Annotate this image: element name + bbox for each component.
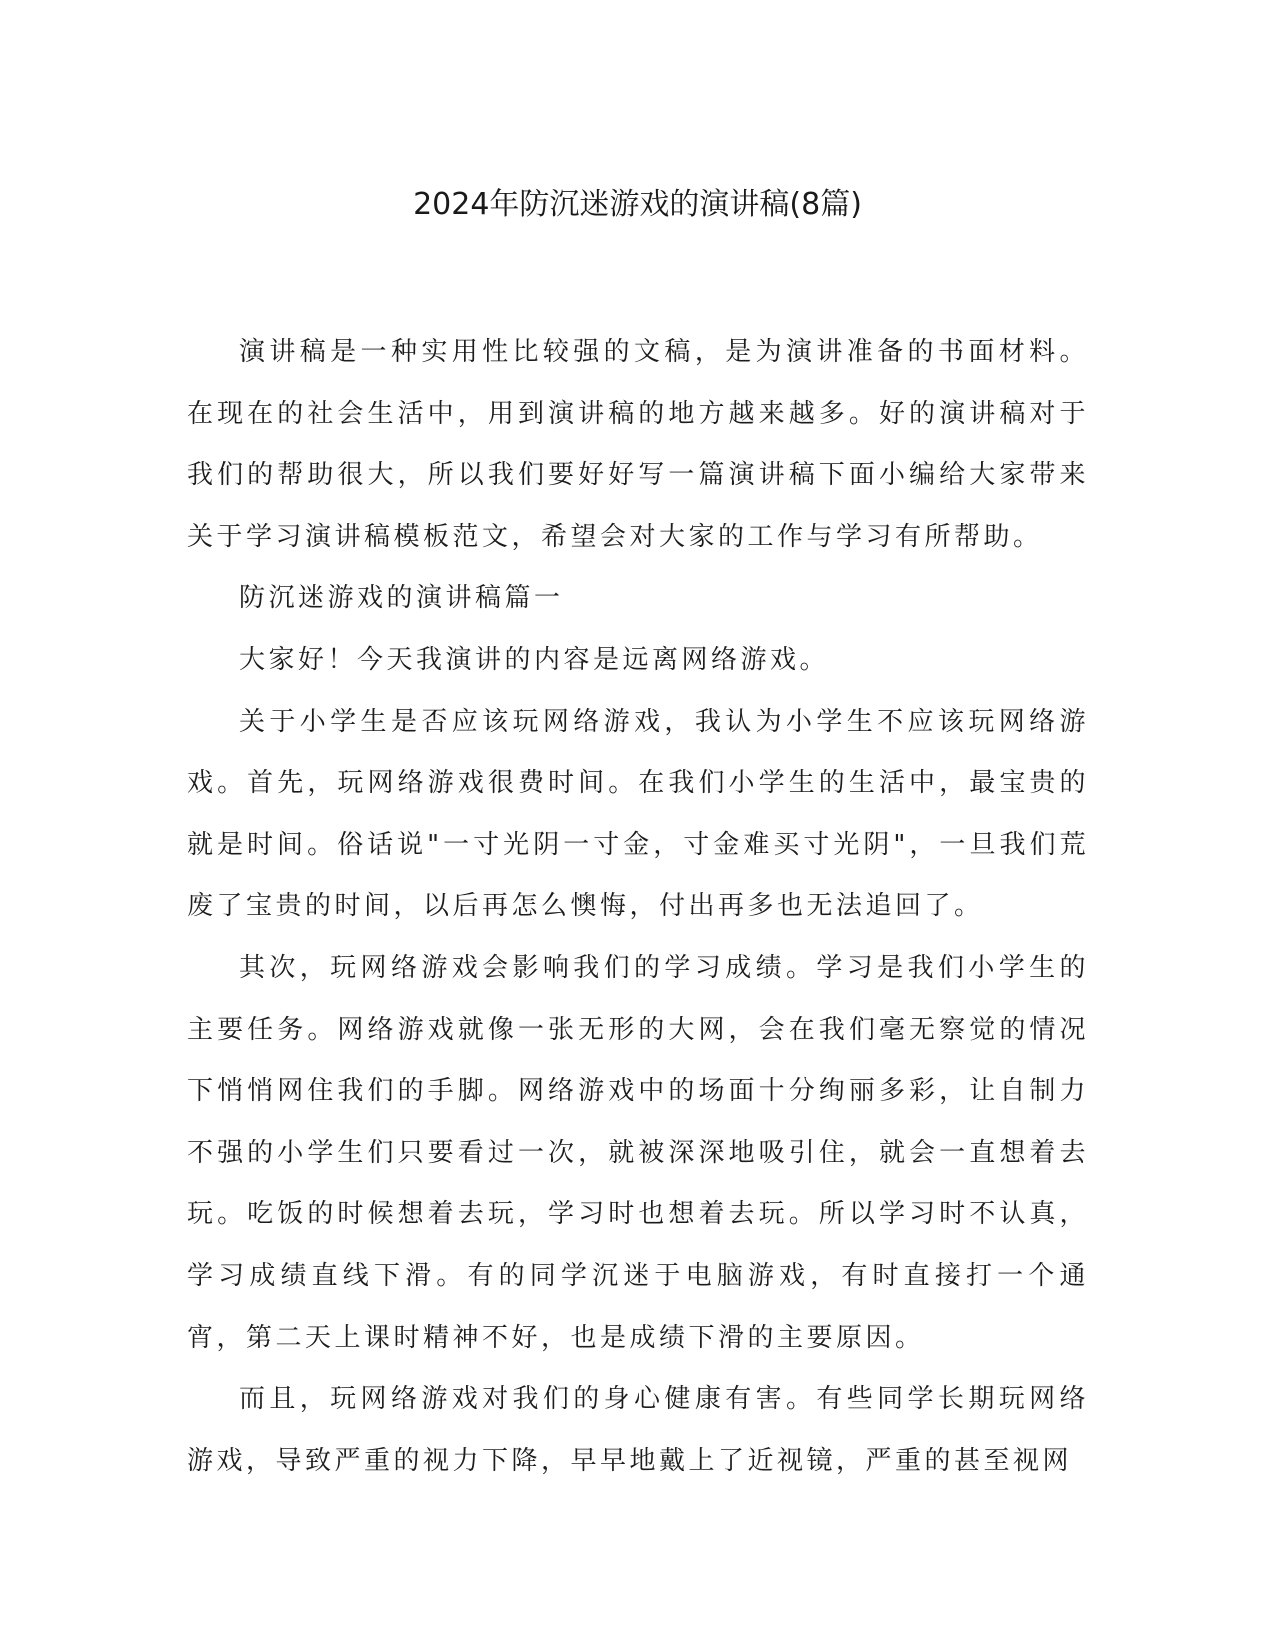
paragraph-intro: 演讲稿是一种实用性比较强的文稿，是为演讲准备的书面材料。在现在的社会生活中，用到演讲稿的地方越来越多。好的演讲稿对于我们的帮助很大，所以我们要好好写一篇演讲稿下面小编给大家带来关于学习演讲稿模板范文，希望会对大家的工作与学习有所帮助。 [187, 337, 1089, 552]
paragraph-second-point: 其次，玩网络游戏会影响我们的学习成绩。学习是我们小学生的主要任务。网络游戏就像一张无形的大网，会在我们毫无察觉的情况下悄悄网住我们的手脚。网络游戏中的场面十分绚丽多彩，让自制力不强的小学生们只要看过一次，就被深深地吸引住，就会一直想着去玩。吃饭的时候想着去玩，学习时也想着去玩。所以学习时不认真，学习成绩直线下滑。有的同学沉迷于电脑游戏，有时直接打一个通宵，第二天上课时精神不好，也是成绩下滑的主要原因。 [187, 952, 1089, 1353]
document-title: 2024年防沉迷游戏的演讲稿(8篇) [413, 187, 862, 222]
section-heading: 防沉迷游戏的演讲稿篇一 [239, 583, 564, 614]
paragraph-third-point: 而且，玩网络游戏对我们的身心健康有害。有些同学长期玩网络游戏，导致严重的视力下降，早早地戴上了近视镜，严重的甚至视网 [187, 1384, 1089, 1476]
document-body [187, 322, 1089, 1492]
paragraph-greeting: 大家好！今天我演讲的内容是远离网络游戏。 [239, 644, 830, 675]
paragraph-first-point: 关于小学生是否应该玩网络游戏，我认为小学生不应该玩网络游戏。首先，玩网络游戏很费时间。在我们小学生的生活中，最宝贵的就是时间。俗话说"一寸光阴一寸金，寸金难买寸光阴"，一旦我们荒废了宝贵的时间，以后再怎么懊悔，付出再多也无法追回了。 [187, 706, 1089, 922]
